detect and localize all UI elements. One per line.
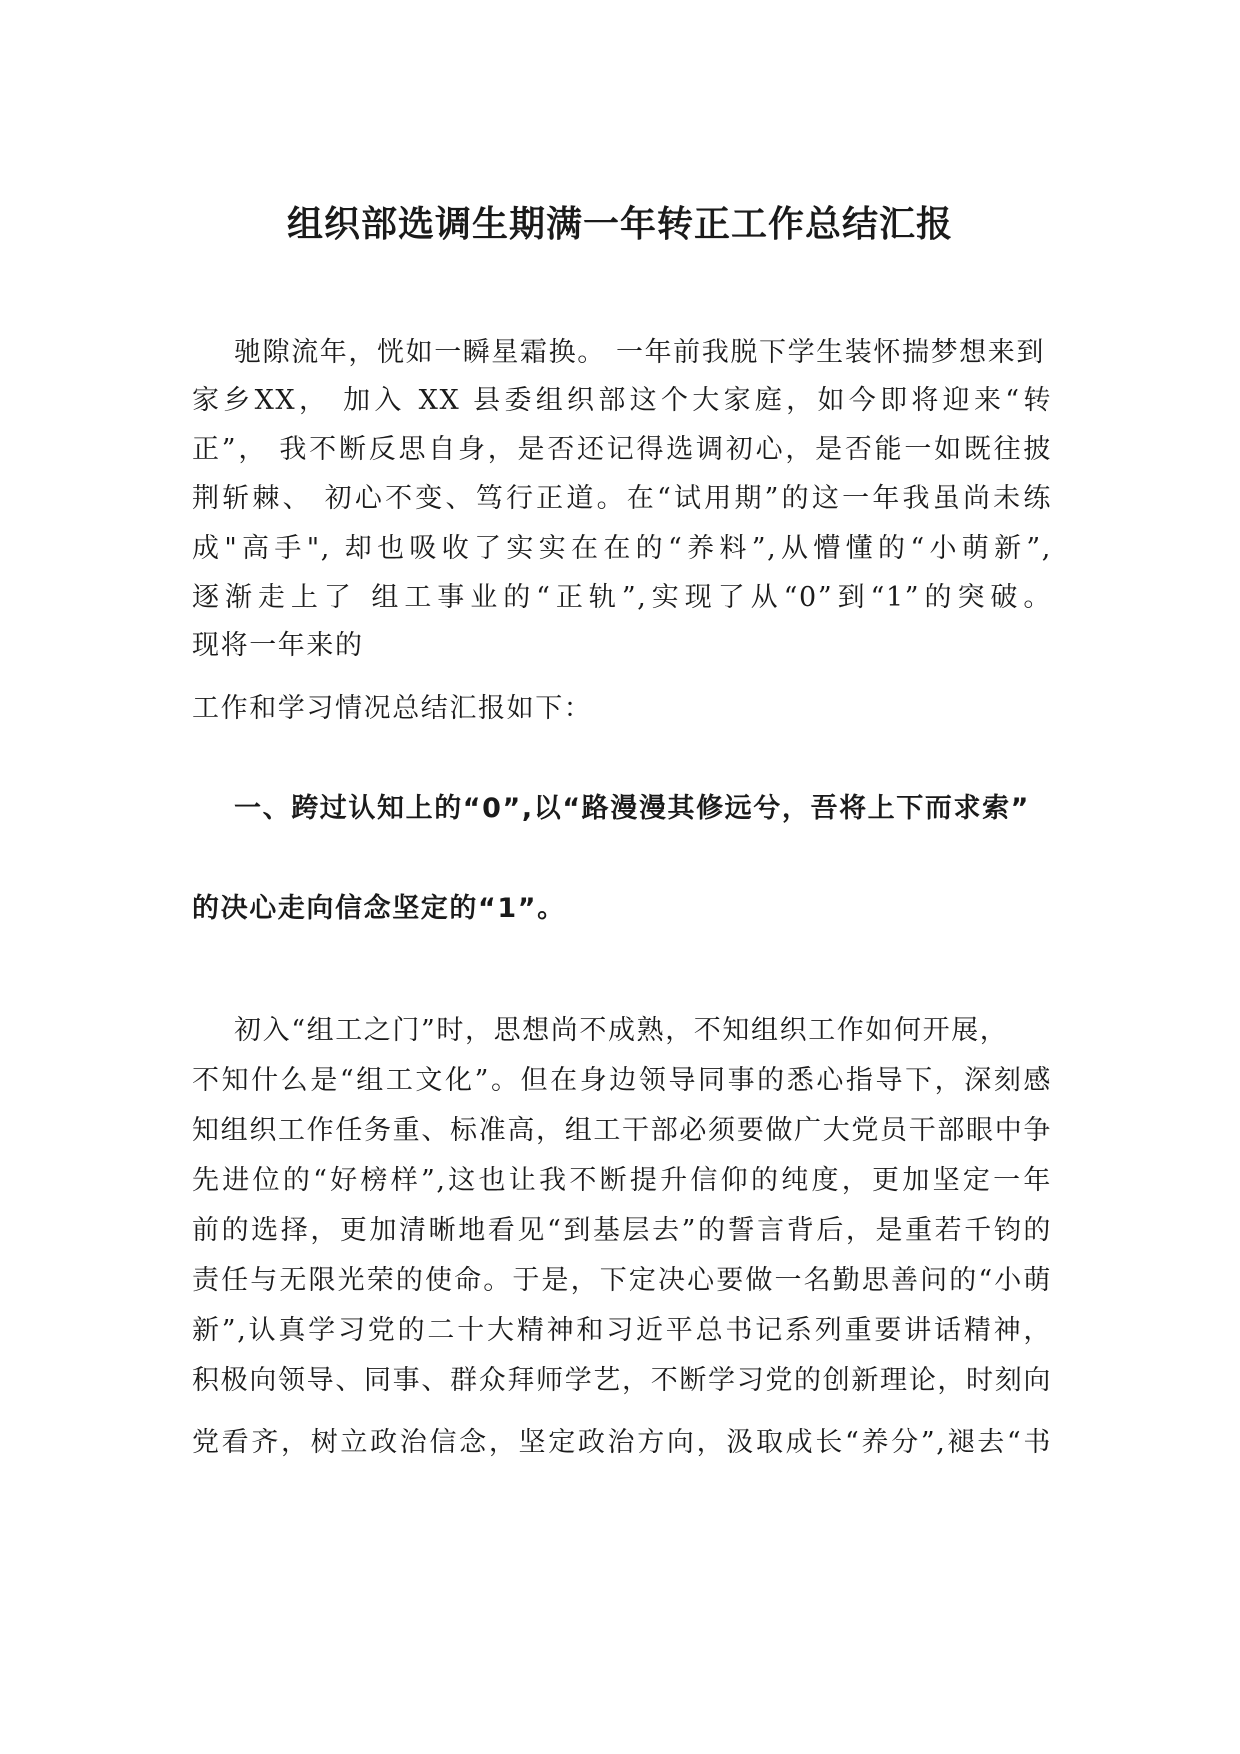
section-1-heading-line-2: 的决心走向信念坚定的“1”。 xyxy=(192,893,566,924)
section-1-body-line-3: 知组织工作任务重、标准高，组工干部必须要做广大党员干部眼中争 xyxy=(192,1115,1052,1146)
section-1-body-line-4: 先进位的“好榜样”,这也让我不断提升信仰的纯度，更加坚定一年 xyxy=(192,1165,1052,1196)
section-1-body-line-9: 党看齐，树立政治信念，坚定政治方向，汲取成长“养分”,褪去“书 xyxy=(192,1427,1052,1458)
section-1-body-line-2: 不知什么是“组工文化”。但在身边领导同事的悉心指导下，深刻感 xyxy=(192,1065,1052,1096)
section-1-body-line-1: 初入“组工之门”时，思想尚不成熟，不知组织工作如何开展， xyxy=(234,1015,1009,1046)
intro-line-4: 荆斩棘、 初心不变、笃行正道。在“试用期”的这一年我虽尚未练 xyxy=(192,483,1052,514)
intro-line-7: 现将一年来的 xyxy=(192,630,364,661)
section-1-body-line-8: 积极向领导、同事、群众拜师学艺，不断学习党的创新理论，时刻向 xyxy=(192,1365,1052,1396)
section-1-body-line-7: 新”,认真学习党的二十大精神和习近平总书记系列重要讲话精神， xyxy=(192,1315,1052,1346)
intro-line-2: 家乡XX， 加入 XX 县委组织部这个大家庭，如今即将迎来“转 xyxy=(192,385,1052,416)
intro-line-3: 正”， 我不断反思自身，是否还记得选调初心，是否能一如既往披 xyxy=(192,434,1052,465)
intro-line-1: 驰隙流年，恍如一瞬星霜换。 一年前我脱下学生装怀揣梦想来到 xyxy=(234,337,1045,368)
intro-line-6: 逐渐走上了 组工事业的“正轨”,实现了从“0”到“1”的突破。 xyxy=(192,582,1052,613)
intro-line-8: 工作和学习情况总结汇报如下： xyxy=(192,693,593,724)
intro-line-5: 成"高手", 却也吸收了实实在在的“养料”,从懵懂的“小萌新”, xyxy=(192,533,1052,564)
section-1-heading-line-1: 一、跨过认知上的“0”,以“路漫漫其修远兮，吾将上下而求索” xyxy=(234,793,1031,824)
document-title: 组织部选调生期满一年转正工作总结汇报 xyxy=(286,204,953,245)
section-1-body-line-6: 责任与无限光荣的使命。于是，下定决心要做一名勤思善问的“小萌 xyxy=(192,1265,1052,1296)
section-1-body-line-5: 前的选择，更加清晰地看见“到基层去”的誓言背后，是重若千钧的 xyxy=(192,1215,1052,1246)
